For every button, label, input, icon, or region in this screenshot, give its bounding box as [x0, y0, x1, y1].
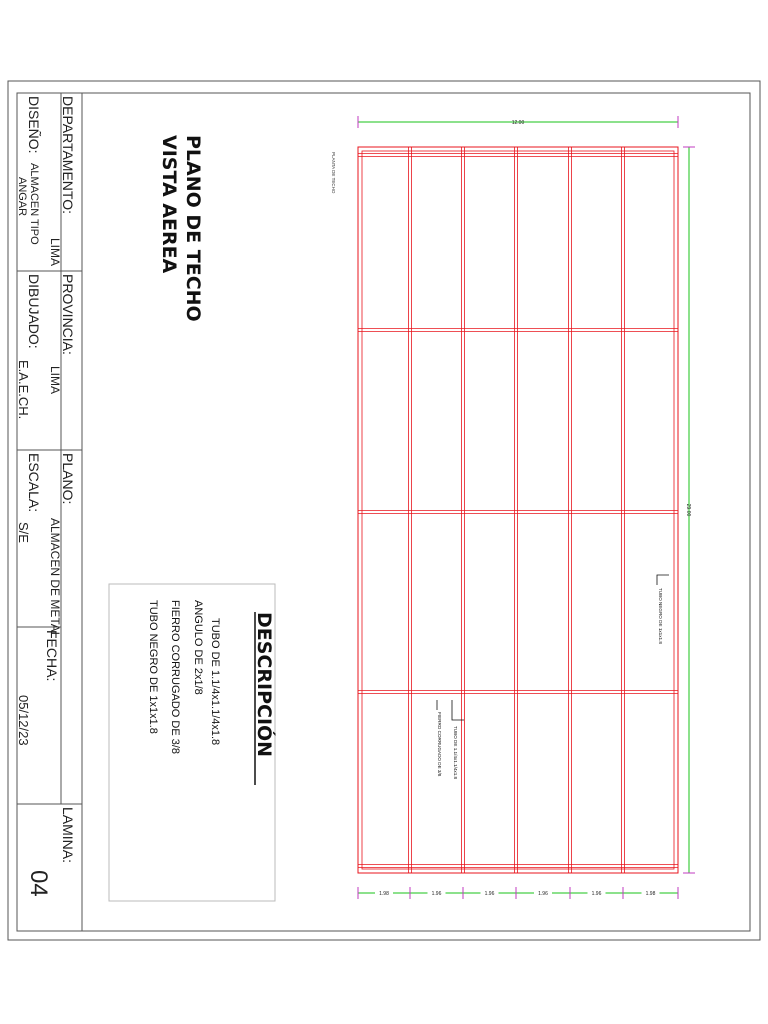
span-dimension-label: 1.96 — [484, 891, 495, 897]
escala-label: ESCALA: — [26, 453, 42, 513]
roof-outline — [358, 147, 678, 873]
description-box — [109, 584, 275, 901]
length-dimension-label: 29.00 — [685, 503, 691, 517]
description-item: ANGULO DE 2x1/8 — [192, 600, 204, 695]
departamento-label: DEPARTAMENTO: — [60, 96, 76, 214]
roof-structure — [358, 147, 678, 873]
plano-value: ALMACEN DE METAL — [48, 518, 62, 639]
provincia-label: PROVINCIA: — [60, 274, 76, 355]
description-item: FIERRO CORRUGADO DE 3/8 — [169, 600, 181, 755]
dibujado-label: DIBUJADO: — [26, 274, 42, 349]
provincia-value: LIMA — [48, 366, 62, 395]
span-dimension-label: 1.96 — [591, 891, 602, 897]
diseno-label: DISEÑO: — [26, 96, 42, 154]
plan-title-line2: VISTA AEREA — [158, 135, 180, 274]
description-item: TUBO DE 1.1/4x1.1/4x1.8 — [209, 618, 221, 746]
lamina-label: LAMINA: — [60, 807, 76, 864]
fecha-label: FECHA: — [44, 630, 60, 682]
description-heading: DESCRIPCIÓN — [253, 612, 275, 758]
departamento-value: LIMA — [48, 238, 62, 267]
callout-tubo-inner: TUBO DE 1.1/4x1.1/4x1.8 — [453, 726, 458, 780]
escala-value: S/E — [16, 522, 31, 543]
span-dimension-label: 1.96 — [538, 891, 548, 897]
plan-label: PLANTA DE TECHO — [331, 152, 336, 194]
width-dimension-label: 12.00 — [511, 120, 525, 126]
fecha-value: 05/12/23 — [16, 695, 31, 746]
diseno-value-2: ANGAR — [16, 177, 28, 217]
inner-frame — [17, 93, 750, 931]
callout-fierro-inner: FIERRO CORRUGADO DE 3/8 — [437, 712, 442, 777]
dibujado-value: E.A.E.CH. — [16, 360, 31, 420]
plano-label: PLANO: — [60, 453, 76, 505]
plan-title-line1: PLANO DE TECHO — [182, 135, 204, 322]
lamina-value: 04 — [25, 870, 52, 897]
span-dimension-label: 1.96 — [431, 891, 442, 897]
callout-leaders — [437, 575, 669, 720]
span-dimension-label: 1.98 — [379, 891, 389, 897]
span-dimension-label: 1.98 — [645, 891, 656, 897]
description-item: TUBO NEGRO DE 1x1x1.8 — [147, 600, 159, 734]
callout-tubo-side: TUBO NEGRO DE 1x1x1.8 — [658, 588, 663, 644]
diseno-value-1: ALMACEN TIPO — [28, 163, 40, 245]
